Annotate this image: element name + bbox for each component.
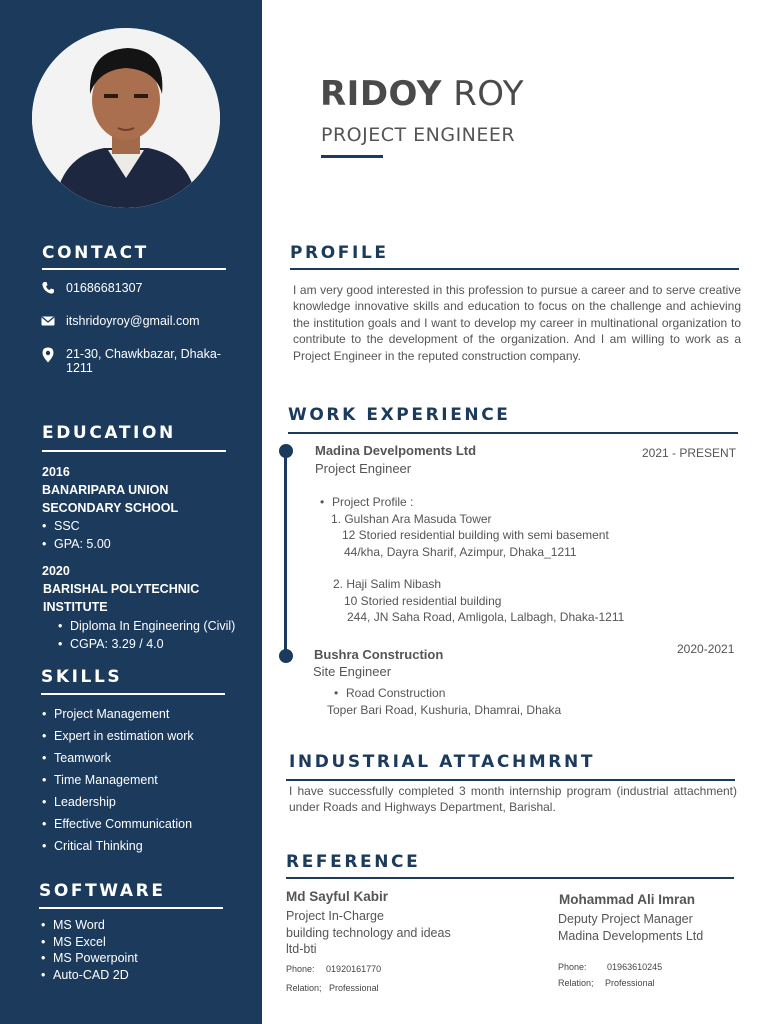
education-school: BARISHAL POLYTECHNIC [43,582,200,596]
project-address: 244, JN Saha Road, Amligola, Lalbagh, Dhaka-1211 [347,610,625,624]
contact-address-line-2: 1211 [66,361,93,375]
contact-heading: CONTACT [42,243,149,263]
reference-detail: building technology and ideas [286,926,451,940]
timeline-dot [279,649,293,663]
timeline-line [284,451,287,657]
reference-detail: Madina Developments Ltd [558,929,704,943]
list-item: • CGPA: 3.29 / 4.0 [58,635,235,653]
software-rule [39,907,223,909]
list-item: • Road Construction [334,686,445,700]
reference-phone [286,964,381,974]
email-icon [41,314,55,328]
job-role: Project Engineer [315,461,412,476]
phone-value[interactable]: 01920161770 [326,964,382,974]
list-item: • MS Word [41,917,138,934]
list-item: • MS Powerpoint [41,950,138,967]
software-heading: SOFTWARE [39,881,166,901]
reference-relation [286,983,379,993]
skills-heading: SKILLS [41,667,123,687]
job-role: Site Engineer [313,664,392,679]
project-profile [320,495,413,509]
job-title: PROJECT ENGINEER [321,124,516,146]
last-name: ROY [453,74,524,114]
skills-rule [41,693,225,695]
relation-label: Relation; [558,978,594,988]
timeline-dot [279,444,293,458]
education-year: 2020 [42,564,70,578]
list-item: • Leadership [42,791,194,813]
list-item: • Teamwork [42,747,194,769]
list-item: • Diploma In Engineering (Civil) [58,617,235,635]
education-heading: EDUCATION [42,423,176,443]
project-desc: 12 Storied residential building with semi basement [342,528,609,542]
job-company: Madina Develpoments Ltd [315,443,477,458]
contact-address-line-1: 21-30, Chawkbazar, Dhaka- [66,347,221,361]
reference-rule [286,877,734,879]
profile-text: I am very good interested in this profession to pursue a career and to serve creative knowledge innovative skills and education to focus on the challenge and achieving the institution goals and I want to develop my career in multinational organization to contribute to the development of the organization. And I am willing to work as a Project Engineer in the reputed construction company. [293,283,741,363]
skills-list [42,703,194,857]
education-year: 2016 [42,465,70,479]
experience-heading: WORK EXPERIENCE [288,405,511,425]
first-name: RIDOY [320,74,442,114]
profile-heading: PROFILE [290,243,389,263]
project-name: 1. Gulshan Ara Masuda Tower [331,512,492,526]
job-dates: 2020-2021 [677,642,735,656]
project-name: 2. Haji Salim Nibash [333,577,442,591]
reference-detail: Project In-Charge [286,909,384,923]
list-item: • SSC [42,517,111,535]
education-school: BANARIPARA UNION [42,483,169,497]
profile-rule [290,268,739,270]
experience-rule [288,432,738,434]
project-address: 44/kha, Dayra Sharif, Azimpur, Dhaka_1211 [344,545,577,559]
location-icon [41,347,55,361]
relation-value: Professional [329,983,379,993]
education-details [58,617,235,653]
education-school: INSTITUTE [43,600,108,614]
reference-relation [558,978,655,988]
list-item: • Expert in estimation work [42,725,194,747]
contact-rule [42,268,226,270]
list-item: • MS Excel [41,934,138,951]
reference-name: Md Sayful Kabir [286,889,389,904]
relation-value: Professional [605,978,655,988]
contact-phone[interactable]: 01686681307 [66,281,143,295]
profile-photo [32,28,220,208]
list-item: • Project Profile : [320,495,413,509]
attachment-rule [286,779,735,781]
job-project [334,686,445,700]
phone-icon [41,281,55,295]
education-details [42,517,111,553]
reference-phone [558,962,662,972]
phone-value[interactable]: 01963610245 [607,962,663,972]
list-item: • Time Management [42,769,194,791]
reference-detail: ltd-bti [286,942,317,956]
reference-name: Mohammad Ali Imran [559,892,696,907]
list-item: • Critical Thinking [42,835,194,857]
attachment-text: I have successfully completed 3 month internship program (industrial attachment) under Roads and Highways Department, Barishal. [289,784,737,815]
profile-photo-illustration [32,28,220,208]
reference-detail: Deputy Project Manager [558,912,693,926]
reference-heading: REFERENCE [286,852,421,872]
education-rule [42,450,226,452]
project-desc: 10 Storied residential building [344,594,502,608]
job-address: Toper Bari Road, Kushuria, Dhamrai, Dhaka [327,703,562,717]
list-item: • GPA: 5.00 [42,535,111,553]
job-dates: 2021 - PRESENT [642,446,737,460]
list-item: • Project Management [42,703,194,725]
software-list [41,917,138,984]
education-school: SECONDARY SCHOOL [42,501,179,515]
attachment-heading: INDUSTRIAL ATTACHMRNT [289,752,596,772]
job-company: Bushra Construction [314,647,444,662]
person-name [320,74,524,114]
phone-label: Phone: [286,964,315,974]
relation-label: Relation; [286,983,322,993]
title-rule [321,155,383,158]
list-item: • Effective Communication [42,813,194,835]
list-item: • Auto-CAD 2D [41,967,138,984]
contact-email[interactable]: itshridoyroy@gmail.com [66,314,200,328]
phone-label: Phone: [558,962,587,972]
